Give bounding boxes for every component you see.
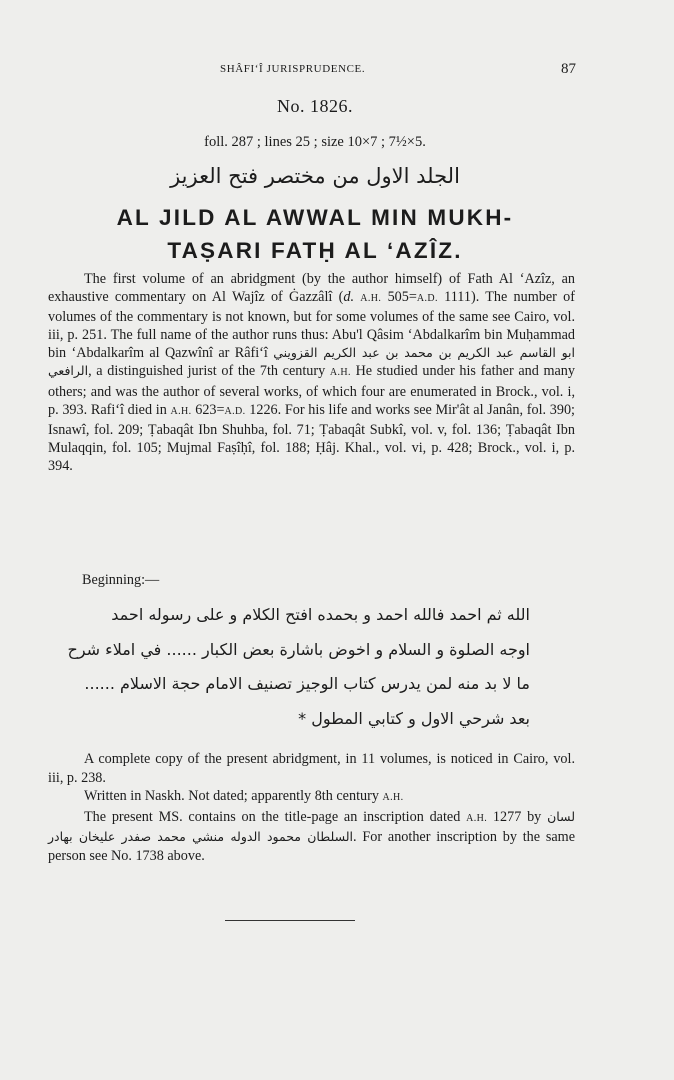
beginning-label: Beginning:— bbox=[82, 572, 160, 588]
incipit-line: ما لا بد منه لمن يدرس كتاب الوجيز تصنيف الامام حجة الاسلام ...... bbox=[84, 674, 530, 693]
arabic-incipit bbox=[45, 598, 530, 736]
description-paragraph: The first volume of an abridgment (by the author himself) of Fath Al ʻAzîz, an exhaustive commentary on Al Wajîz of Ġazzâlî (d. A.H. 505=A.D. 1111). The number of volumes of the commentary is not known, but for some volumes of the same see Cairo, vol. iii, p. 251. The full name of the author runs thus: Abu'l Qâsim ʻAbdalkarîm bin Muḥammad bin ʻAbdalkarîm al Qazwînî ar Râfiʻî ابو القاسم عبد الكريم بن محمد بن عبد الكريم القزويني الرافعي, a distinguished jurist of the 7th century A.H. He studied under his father and many others; and was the author of several works, of which four are enumerated in Brock., vol. i, p. 393. Rafiʻî died in A.H. 623=A.D. 1226. For his life and works see Mir'ât al Janân, fol. 390; Isnawî, fol. 209; Ṭabaqât Ibn Shuhba, fol. 71; Ṭabaqât Subkî, vol. v, fol. 136; Ṭabaqât Ibn Mulaqqin, fol. 105; Mujmal Faṣîḥî, fol. 188; Ḥâj. Khal., vol. vi, p. 428; Brock., vol. i, p. 394. bbox=[48, 271, 575, 474]
page-number: 87 bbox=[561, 61, 576, 77]
arabic-owner-name: لسان السلطان محمود الدوله منشي محمد صفدر عليخان بهادر bbox=[48, 808, 576, 844]
script-note: Written in Naskh. Not dated; apparently 8th century A.H. bbox=[84, 788, 404, 804]
copy-note: A complete copy of the present abridgment, in 11 volumes, is noticed in Cairo, vol. iii, p. 238. bbox=[48, 751, 575, 786]
title-line-1: AL JILD AL AWWAL MIN MUKH- bbox=[116, 205, 514, 230]
running-head: SHÂFIʻÎ JURISPRUDENCE. bbox=[220, 63, 366, 75]
collation-line: foll. 287 ; lines 25 ; size 10×7 ; 7½×5. bbox=[204, 134, 426, 150]
arabic-author-name: ابو القاسم عبد الكريم بن محمد بن عبد الكريم القزويني الرافعي bbox=[48, 345, 575, 379]
incipit-line: الله ثم احمد فالله احمد و بحمده افتح الكلام و على رسوله احمد bbox=[111, 605, 530, 624]
arabic-title: الجلد الاول من مختصر فتح العزيز bbox=[170, 164, 460, 188]
inscription-note: The present MS. contains on the title-page an inscription dated A.H. 1277 by لسان السلطان محمود الدوله منشي محمد صفدر عليخان بهادر. For another inscription by the same person see No. 1738 above. bbox=[48, 808, 576, 864]
incipit-line: اوجه الصلوة و السلام و اخوض باشارة بعض الكبار ...... في املاء شرح bbox=[67, 639, 530, 659]
title-line-2: TAṢARI FATḤ AL ʻAZÎZ. bbox=[167, 238, 463, 263]
entry-number: No. 1826. bbox=[277, 96, 353, 116]
section-divider bbox=[225, 920, 355, 921]
incipit-line: بعد شرحي الاول و كتابي المطول * bbox=[298, 708, 530, 728]
closing-notes bbox=[48, 750, 575, 865]
